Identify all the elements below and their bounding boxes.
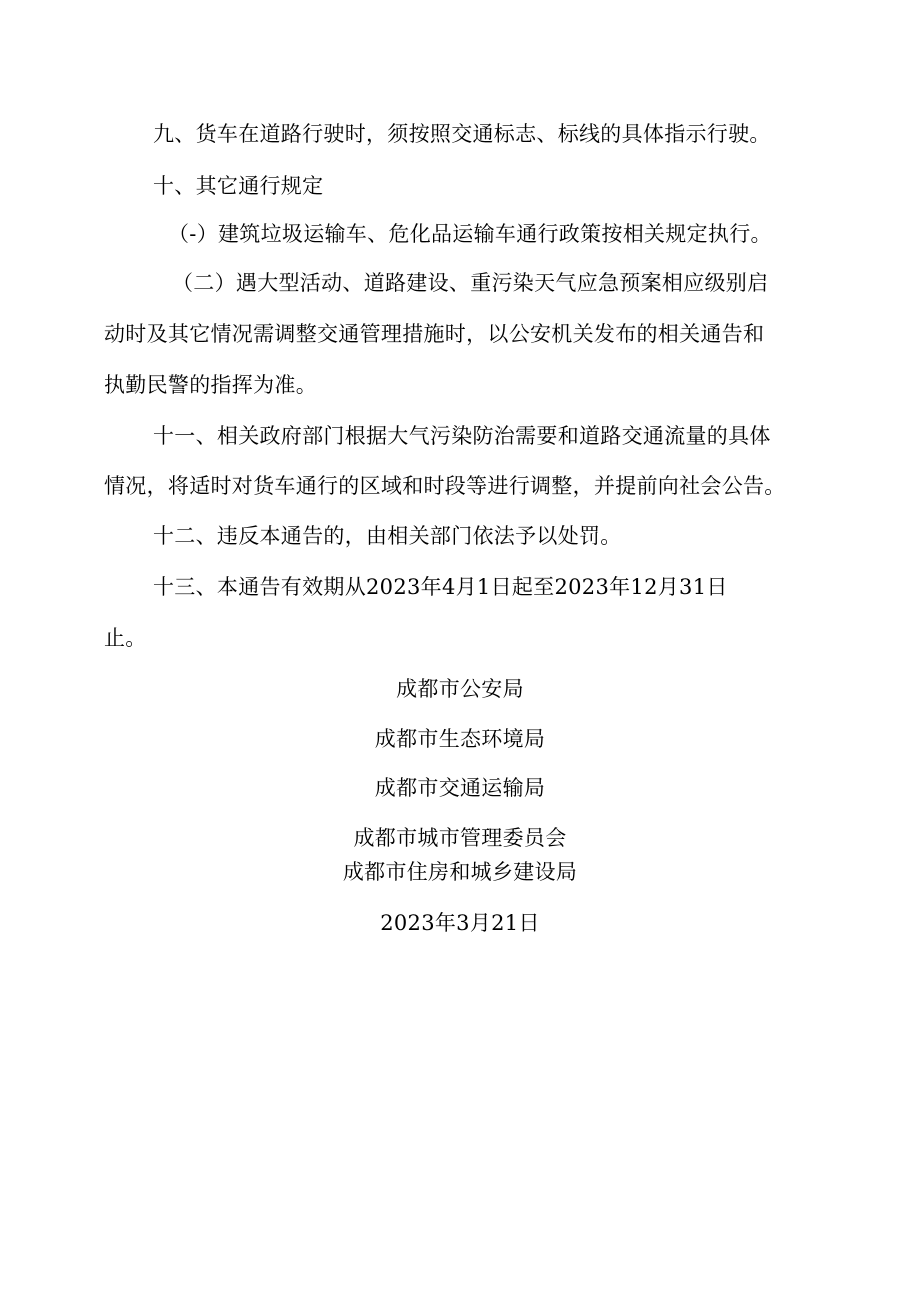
paragraph-9: 九、货车在道路行驶时，须按照交通标志、标线的具体指示行驶。 — [153, 122, 771, 146]
paragraph-10-item-2-line-1: （二）遇大型活动、道路建设、重污染天气应急预案相应级别启 — [172, 271, 769, 295]
document-date: 2023年3月21日 — [380, 911, 540, 935]
paragraph-11-line-1: 十一、相关政府部门根据大气污染防治需要和道路交通流量的具体 — [153, 424, 771, 448]
signatory-housing-construction: 成都市住房和城乡建设局 — [342, 860, 578, 884]
paragraph-10-item-2-line-2: 动时及其它情况需调整交通管理措施时，以公安机关发布的相关通告和 — [104, 322, 765, 346]
signatory-public-security: 成都市公安局 — [396, 677, 524, 701]
signatory-urban-management: 成都市城市管理委员会 — [353, 826, 567, 850]
paragraph-11-line-2: 情况，将适时对货车通行的区域和时段等进行调整，并提前向社会公告。 — [104, 474, 786, 498]
paragraph-12: 十二、违反本通告的，由相关部门依法予以处罚。 — [153, 524, 622, 548]
paragraph-10-item-2-line-3: 执勤民警的指挥为准。 — [104, 373, 317, 397]
signatory-transport: 成都市交通运输局 — [374, 776, 546, 800]
signatory-ecology-environment: 成都市生态环境局 — [374, 727, 546, 751]
paragraph-13-line-1: 十三、本通告有效期从2023年4月1日起至2023年12月31日 — [153, 575, 728, 599]
paragraph-10-item-1: （-）建筑垃圾运输车、危化品运输车通行政策按相关规定执行。 — [168, 222, 772, 246]
paragraph-13-line-2: 止。 — [104, 626, 147, 650]
paragraph-10-heading: 十、其它通行规定 — [153, 174, 324, 198]
